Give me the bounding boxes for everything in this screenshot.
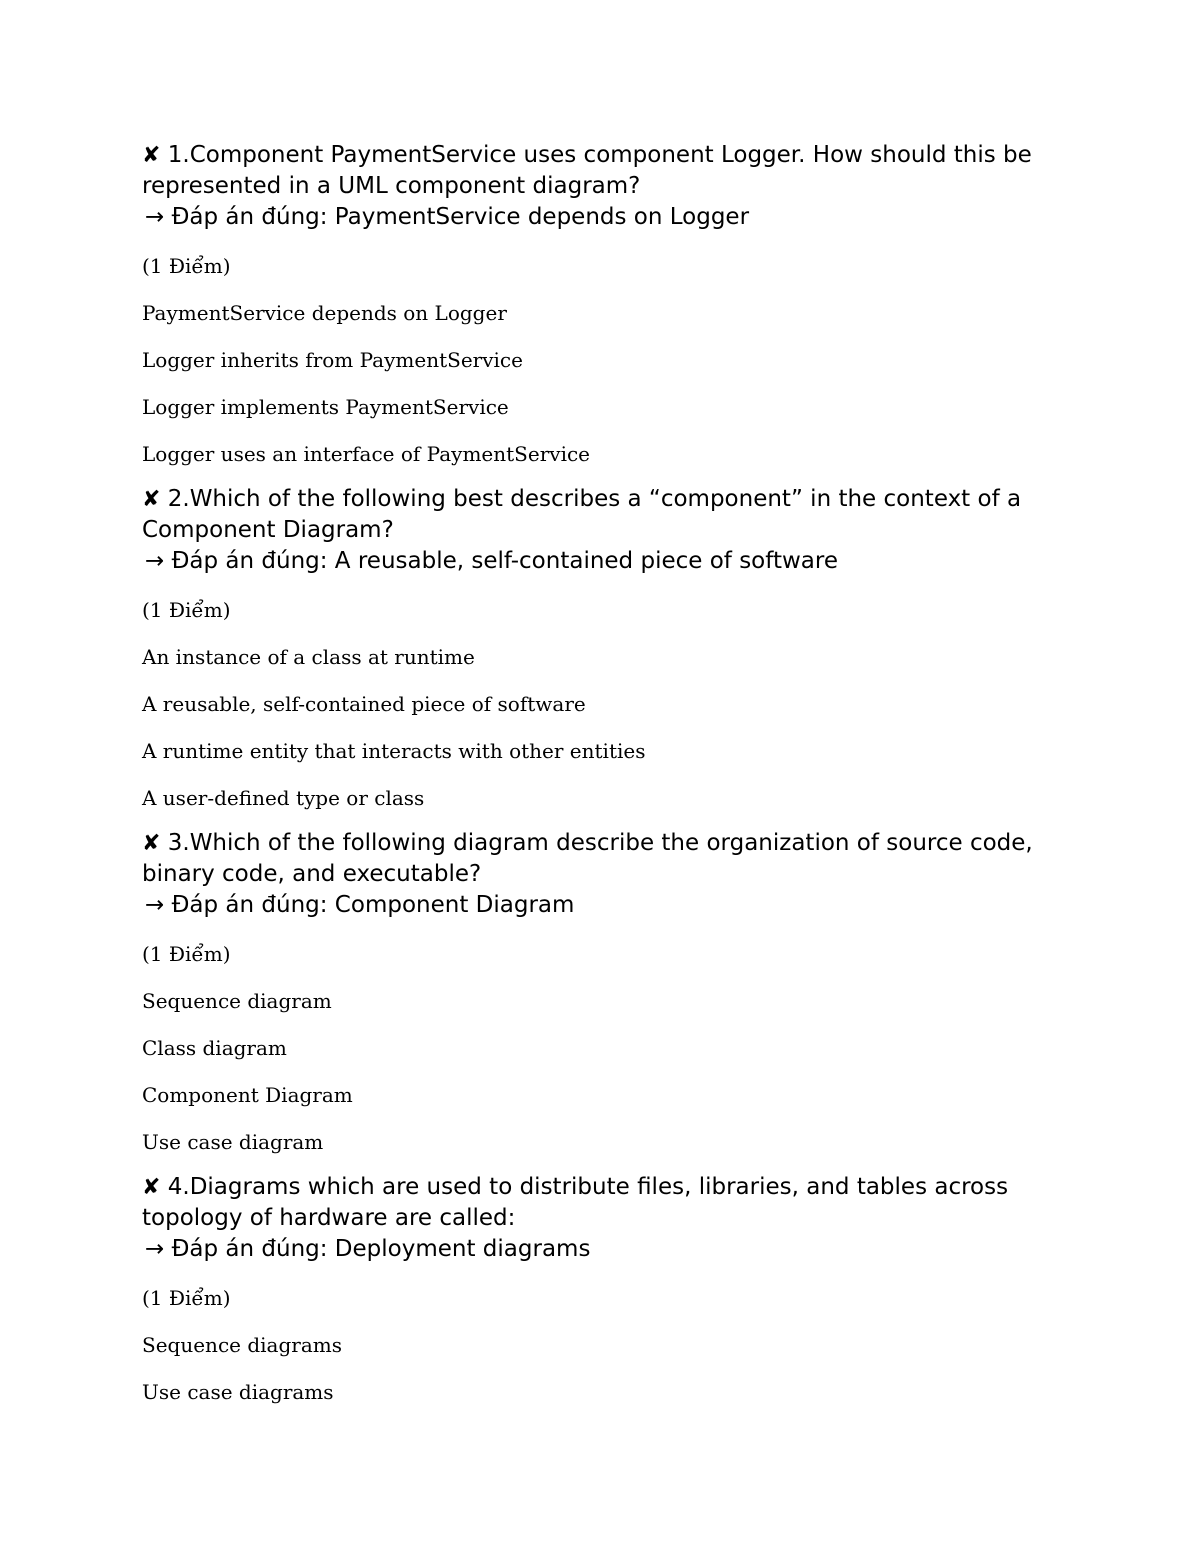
answer-option: Logger uses an interface of PaymentService bbox=[142, 442, 591, 466]
question-4 bbox=[142, 1172, 1072, 1405]
wrong-mark-icon: ✘ bbox=[142, 487, 161, 512]
wrong-mark-icon: ✘ bbox=[142, 143, 161, 168]
answer-option: PaymentService depends on Logger bbox=[142, 301, 507, 325]
question-text: 2.Which of the following best describes a “component” in the context of a Component Diagram? bbox=[142, 486, 1022, 543]
question-heading bbox=[142, 1172, 1072, 1234]
points-label: (1 Điểm) bbox=[142, 598, 231, 622]
document-content bbox=[142, 140, 1072, 1405]
answer-option: Sequence diagrams bbox=[142, 1333, 342, 1357]
correct-answer: → Đáp án đúng: A reusable, self-contained piece of software bbox=[145, 548, 838, 574]
question-text: 1.Component PaymentService uses component Logger. How should this be represented in a UML component diagram? bbox=[142, 142, 1032, 199]
answer-option: A runtime entity that interacts with other entities bbox=[142, 739, 646, 763]
question-heading bbox=[142, 140, 1072, 202]
correct-answer: → Đáp án đúng: Deployment diagrams bbox=[145, 1236, 591, 1262]
answer-option: Sequence diagram bbox=[142, 989, 332, 1013]
points-label: (1 Điểm) bbox=[142, 942, 231, 966]
correct-answer: → Đáp án đúng: PaymentService depends on Logger bbox=[145, 204, 750, 230]
answer-option: A user-defined type or class bbox=[142, 786, 425, 810]
answer-option: Use case diagrams bbox=[142, 1380, 334, 1404]
question-3 bbox=[142, 828, 1072, 1155]
question-text: 4.Diagrams which are used to distribute files, libraries, and tables across topology of hardware are called: bbox=[142, 1174, 1009, 1231]
answer-option: Logger implements PaymentService bbox=[142, 395, 509, 419]
question-heading bbox=[142, 828, 1072, 890]
points-label: (1 Điểm) bbox=[142, 1286, 231, 1310]
answer-option: Component Diagram bbox=[142, 1083, 353, 1107]
question-1 bbox=[142, 140, 1072, 467]
answer-option: An instance of a class at runtime bbox=[142, 645, 475, 669]
question-heading bbox=[142, 484, 1072, 546]
answer-option: Logger inherits from PaymentService bbox=[142, 348, 523, 372]
question-text: 3.Which of the following diagram describe the organization of source code, binary code, and executable? bbox=[142, 830, 1033, 887]
answer-option: A reusable, self-contained piece of software bbox=[142, 692, 586, 716]
wrong-mark-icon: ✘ bbox=[142, 1175, 161, 1200]
wrong-mark-icon: ✘ bbox=[142, 831, 161, 856]
answer-option: Use case diagram bbox=[142, 1130, 324, 1154]
correct-answer: → Đáp án đúng: Component Diagram bbox=[145, 892, 575, 918]
points-label: (1 Điểm) bbox=[142, 254, 231, 278]
answer-option: Class diagram bbox=[142, 1036, 287, 1060]
question-2 bbox=[142, 484, 1072, 811]
